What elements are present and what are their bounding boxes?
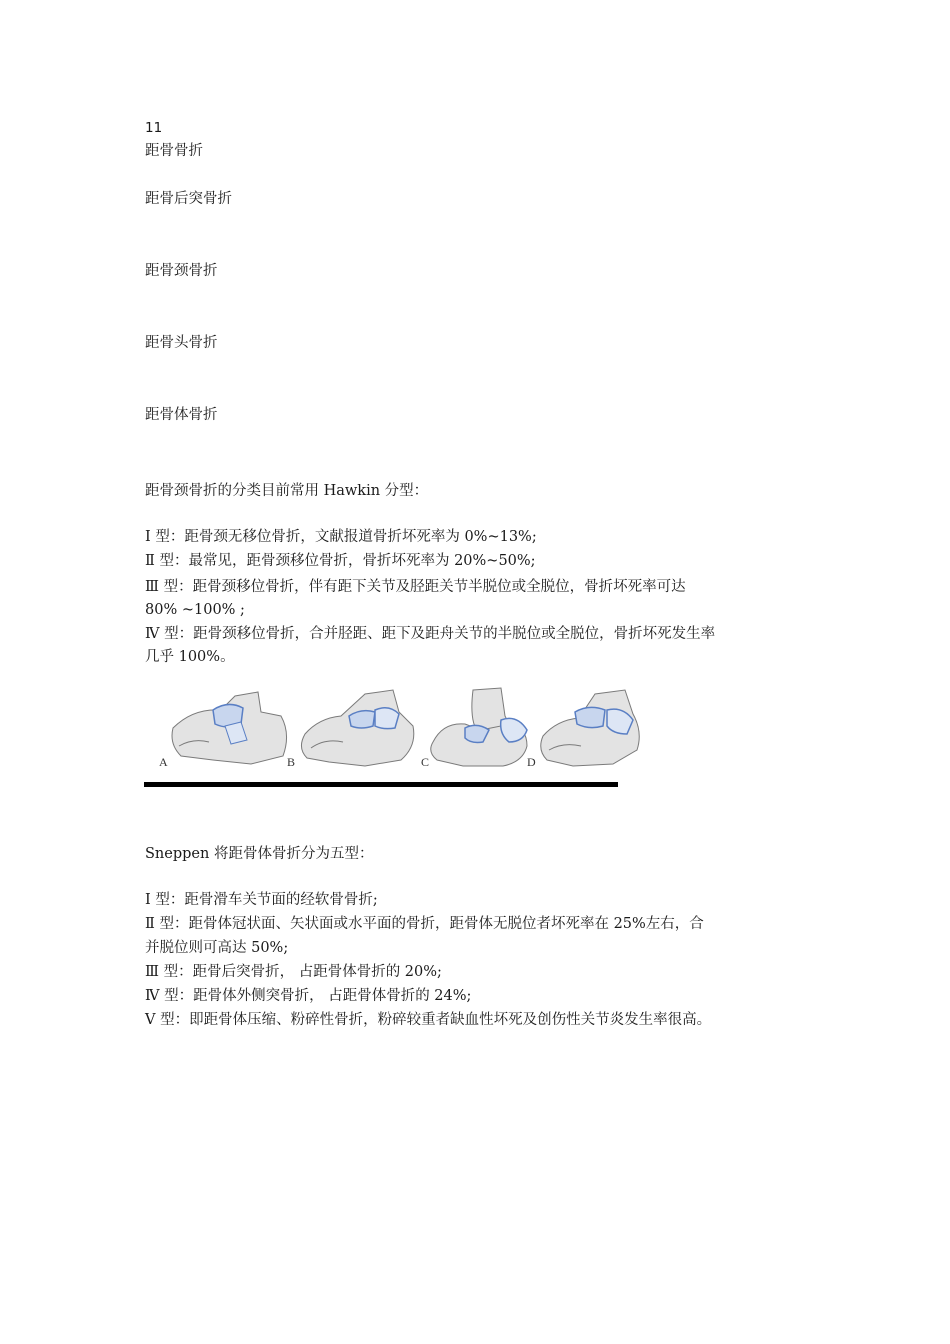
sneppen-type-3: Ⅲ 型：距骨后突骨折， 占距骨体骨折的 20%; (145, 964, 442, 980)
document-title: 距骨骨折 (145, 143, 203, 159)
sneppen-type-2-cont: 并脱位则可高达 50%; (145, 940, 289, 956)
panel-label-c: C (421, 755, 430, 769)
hawkins-intro: 距骨颈骨折的分类目前常用 Hawkin 分型： (145, 483, 429, 499)
panel-label-a: A (159, 755, 168, 769)
sneppen-type-5: Ⅴ 型：即距骨体压缩、粉碎性骨折，粉碎较重者缺血性坏死及创伤性关节炎发生率很高。 (145, 1012, 712, 1028)
panel-label-b: B (287, 755, 296, 769)
hawkins-type-3-cont: 80% ~100% ; (145, 602, 245, 618)
foot-bone-panel-a (172, 692, 287, 764)
sneppen-type-4: Ⅳ 型：距骨体外侧突骨折， 占距骨体骨折的 24%; (145, 988, 472, 1004)
heading-body: 距骨体骨折 (145, 407, 218, 423)
sneppen-type-1: Ⅰ 型：距骨滑车关节面的经软骨骨折; (145, 892, 378, 908)
hawkins-type-1: Ⅰ 型：距骨颈无移位骨折，文献报道骨折坏死率为 0%~13%; (145, 529, 537, 545)
heading-posterior-process: 距骨后突骨折 (145, 191, 232, 207)
sneppen-intro: Sneppen 将距骨体骨折分为五型： (145, 846, 374, 862)
page-number: 11 (145, 120, 163, 136)
figure-base-bar (144, 782, 618, 787)
hawkins-type-4: Ⅳ 型：距骨颈移位骨折，合并胫距、距下及距舟关节的半脱位或全脱位，骨折坏死发生率 (145, 626, 716, 642)
hawkins-classification-figure (143, 686, 645, 790)
heading-neck: 距骨颈骨折 (145, 263, 218, 279)
hawkins-type-2: Ⅱ 型：最常见，距骨颈移位骨折，骨折坏死率为 20%~50%; (145, 553, 536, 569)
panel-label-d: D (527, 755, 536, 769)
heading-head: 距骨头骨折 (145, 335, 218, 351)
foot-bone-panel-d (541, 690, 640, 766)
foot-bone-panel-c (431, 688, 527, 766)
hawkins-type-4-cont: 几乎 100%。 (145, 649, 235, 665)
hawkins-type-3: Ⅲ 型：距骨颈移位骨折，伴有距下关节及胫距关节半脱位或全脱位，骨折坏死率可达 (145, 579, 686, 595)
sneppen-type-2: Ⅱ 型：距骨体冠状面、矢状面或水平面的骨折，距骨体无脱位者坏死率在 25%左右，合 (145, 916, 704, 932)
foot-bone-panel-b (301, 690, 413, 766)
